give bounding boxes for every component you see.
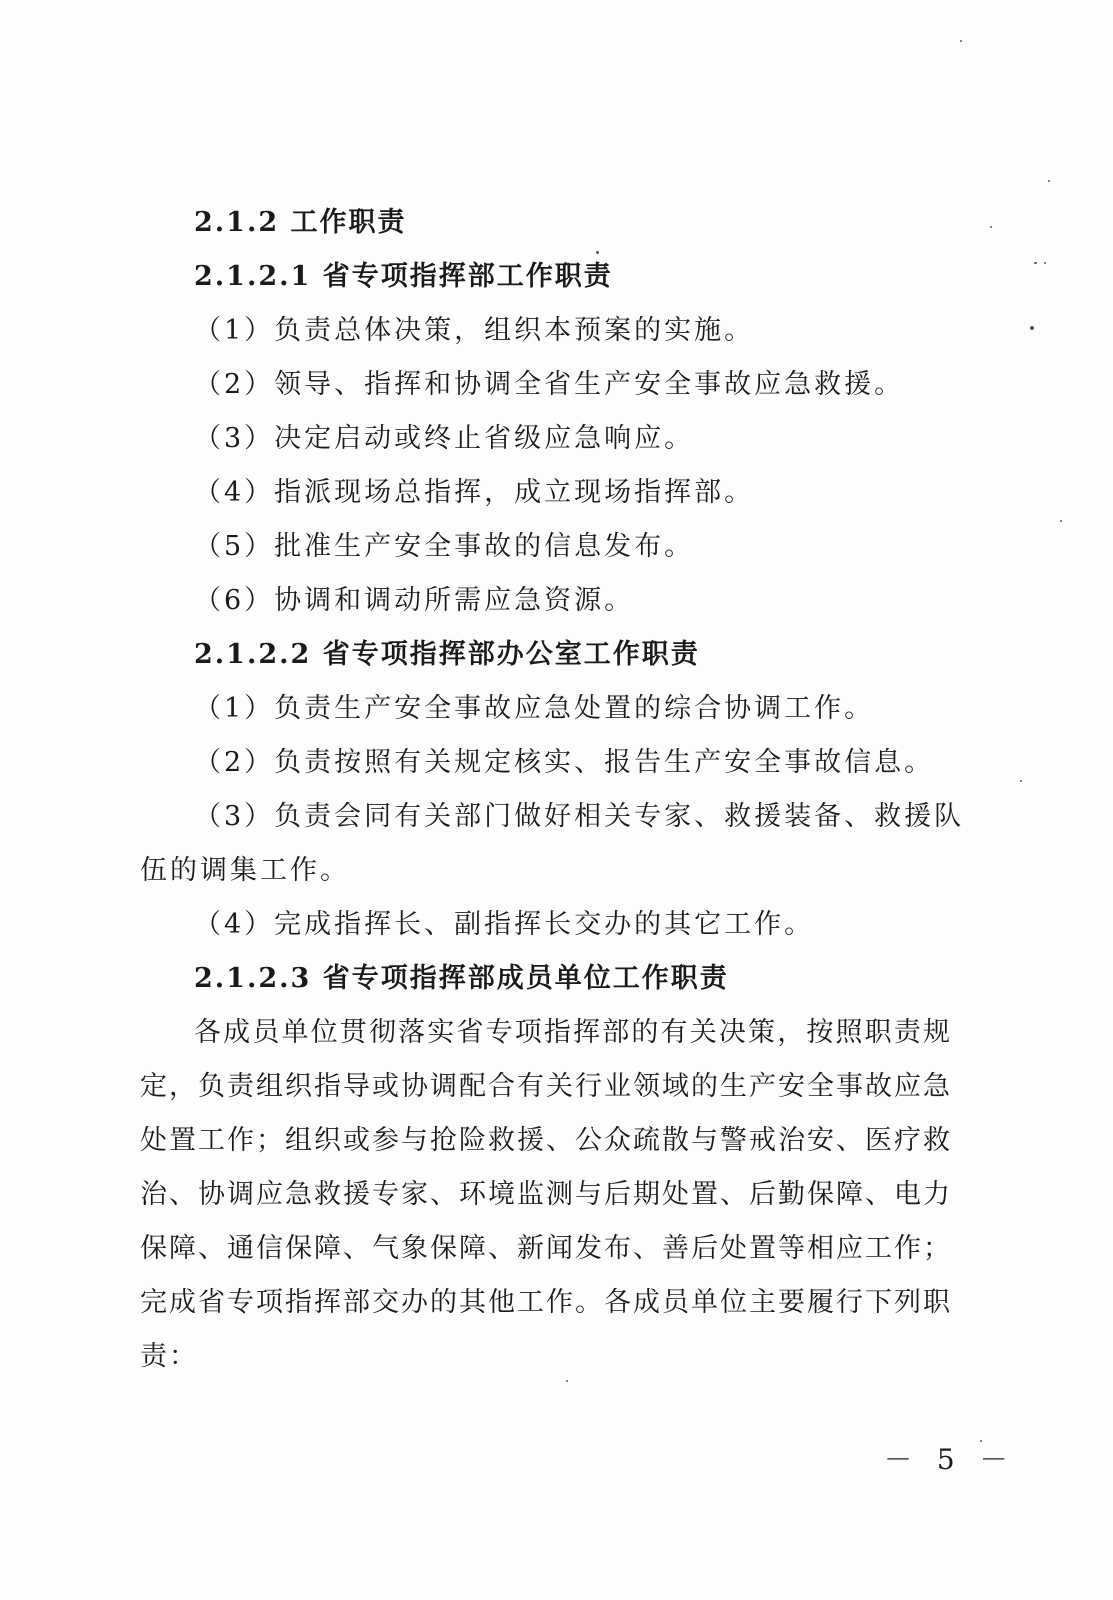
section-heading-2-1-2-1: 2.1.2.1 省专项指挥部工作职责 [194,261,613,292]
scan-speck [1030,326,1034,330]
duty-item-3: （3）决定启动或终止省级应急响应。 [194,423,695,454]
duty-item-5: （5）批准生产安全事故的信息发布。 [194,531,695,562]
scan-speck [1060,520,1062,522]
section-heading-2-1-2-2: 2.1.2.2 省专项指挥部办公室工作职责 [194,639,700,670]
section-heading-2-1-2: 2.1.2 工作职责 [194,207,407,238]
scan-speck [960,40,962,42]
scan-speck [1044,262,1046,264]
office-duty-item-2: （2）负责按照有关规定核实、报告生产安全事故信息。 [194,747,935,778]
office-duty-item-3-continued: 伍的调集工作。 [140,855,350,886]
office-duty-item-3: （3）负责会同有关部门做好相关专家、救援装备、救援队 [194,801,965,832]
page-number: － 5 － [884,1443,1016,1476]
scan-speck [1034,262,1037,264]
duty-item-2: （2）领导、指挥和协调全省生产安全事故应急救援。 [194,369,905,400]
office-duty-item-1: （1）负责生产安全事故应急处置的综合协调工作。 [194,693,875,724]
scan-speck [1020,780,1022,782]
scan-speck [990,226,992,228]
scan-speck [1048,180,1050,182]
section-heading-2-1-2-3: 2.1.2.3 省专项指挥部成员单位工作职责 [194,963,729,994]
scan-speck [980,1440,982,1442]
document-body [140,196,965,1411]
duty-item-6: （6）协调和调动所需应急资源。 [194,585,635,616]
scan-speck [596,251,599,254]
duty-item-4: （4）指派现场总指挥，成立现场指挥部。 [194,477,755,508]
scan-speck [566,1380,568,1382]
office-duty-item-4: （4）完成指挥长、副指挥长交办的其它工作。 [194,909,815,940]
member-units-paragraph: 各成员单位贯彻落实省专项指挥部的有关决策，按照职责规定，负责组织指导或协调配合有关行业领域的生产安全事故应急处置工作；组织或参与抢险救援、公众疏散与警戒治安、医疗救治、协调应急救援专家、环境监测与后期处置、后勤保障、电力保障、通信保障、气象保障、新闻发布、善后处置等相应工作；完成省专项指挥部交办的其他工作。各成员单位主要履行下列职责： [140,1017,952,1372]
duty-item-1: （1）负责总体决策，组织本预案的实施。 [194,315,755,346]
